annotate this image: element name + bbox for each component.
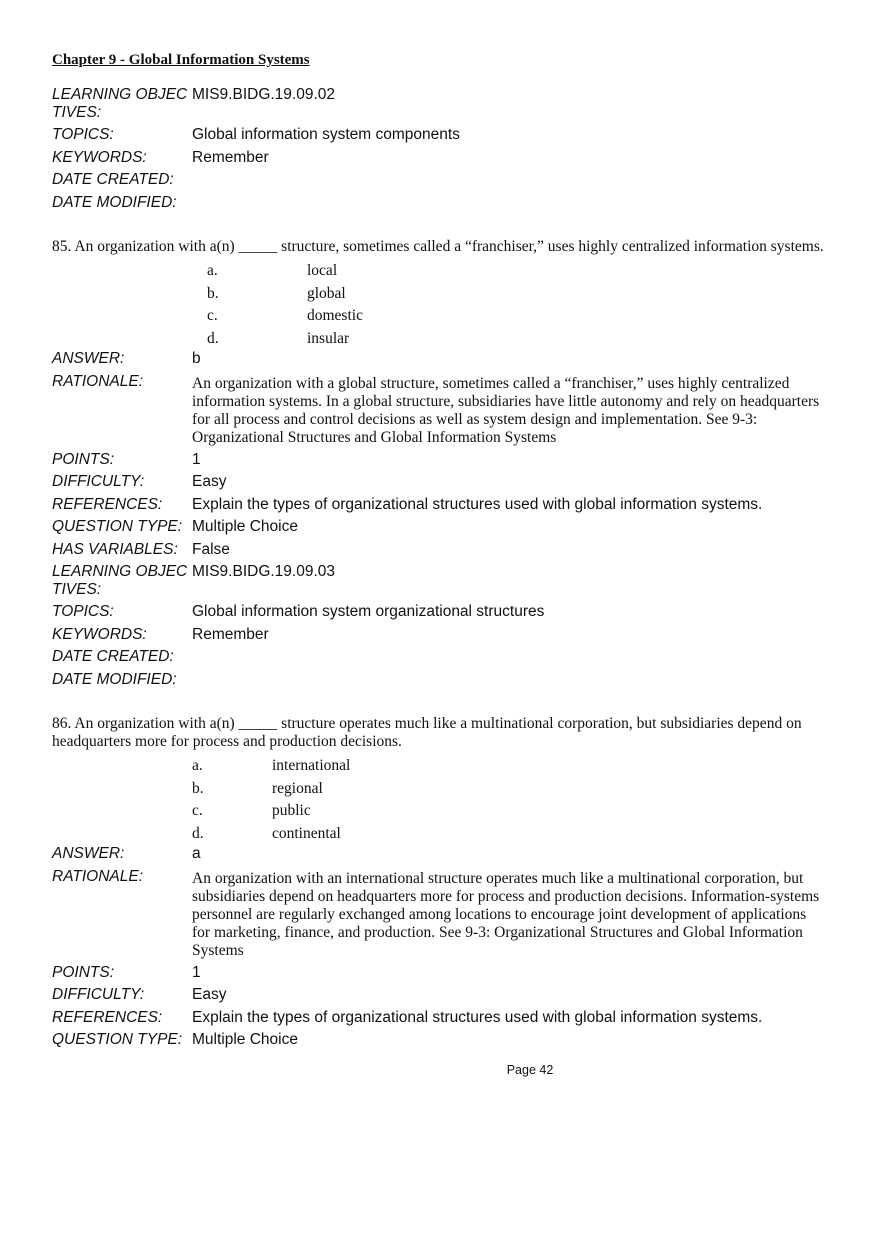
- meta-label: DATE MODIFIED:: [52, 670, 177, 688]
- choice-item: [207, 260, 828, 283]
- meta-value: Global information system components: [192, 126, 460, 143]
- choice-item: [192, 800, 828, 823]
- meta-label: TOPICS:: [52, 603, 114, 620]
- choice-text: public: [272, 802, 311, 819]
- meta-label: DIFFICULTY:: [52, 986, 145, 1003]
- rationale-row: [52, 373, 828, 447]
- meta-value: Remember: [192, 625, 269, 643]
- meta-label: ANSWER:: [52, 845, 125, 862]
- meta-label: DIFFICULTY:: [52, 473, 145, 490]
- question-85-choices: [52, 260, 828, 350]
- meta-value: False: [192, 540, 230, 558]
- choice-text: continental: [272, 824, 341, 842]
- meta-value: Easy: [192, 473, 227, 490]
- choice-item: [192, 823, 828, 846]
- choice-letter: a.: [207, 262, 218, 279]
- date-created-row: [52, 171, 828, 194]
- answer-value: a: [192, 845, 201, 862]
- choice-text: international: [272, 757, 351, 774]
- meta-label: QUESTION TYPE:: [52, 1031, 183, 1048]
- meta-label: RATIONALE:: [52, 372, 144, 390]
- meta-value: [192, 194, 828, 217]
- choice-letter: a.: [192, 757, 203, 774]
- meta-label: DATE CREATED:: [52, 171, 174, 188]
- difficulty-row: [52, 473, 828, 496]
- choice-item: [192, 755, 828, 778]
- topics-row: [52, 603, 828, 626]
- topics-row: [52, 126, 828, 149]
- choice-text: domestic: [307, 307, 363, 324]
- points-row: [52, 964, 828, 987]
- rationale-text: An organization with an international structure operates much like a multinational corporation, but subsidiaries depend on headquarters more for process and production decisions. Information-systems personnel are regularly exchanged among locations to encourage joint development of applications for marketing, finance, and production. See 9-3: Organizational Structures and Global Information Systems: [192, 869, 820, 959]
- references-row: [52, 1009, 828, 1032]
- meta-label: HAS VARIABLES:: [52, 540, 178, 558]
- meta-label: POINTS:: [52, 450, 115, 468]
- question-86-stem: 86. An organization with a(n) _____ structure operates much like a multinational corporation, but subsidiaries depend on headquarters more for process and production decisions.: [52, 715, 802, 750]
- meta-value: 1: [192, 963, 201, 981]
- answer-row: [52, 845, 828, 868]
- meta-label: LEARNING OBJECTIVES:: [52, 86, 188, 121]
- choice-letter: b.: [192, 779, 204, 797]
- choice-text: insular: [307, 329, 350, 347]
- rationale-text: An organization with a global structure, sometimes called a “franchiser,” uses highly centralized information systems. In a global structure, subsidiaries have little autonomy and rely on headquarters for all process and control decisions as well as system design and implementation. See 9-3: Organizational Structures and Global Information Systems: [192, 374, 820, 446]
- meta-value: MIS9.BIDG.19.09.02: [192, 86, 336, 103]
- document-page: [52, 52, 828, 1054]
- answer-value: b: [192, 350, 201, 367]
- meta-label: RATIONALE:: [52, 867, 144, 885]
- meta-label: DATE MODIFIED:: [52, 193, 177, 211]
- date-created-row: [52, 648, 828, 671]
- question-86-choices: [52, 755, 828, 845]
- rationale-row: [52, 868, 828, 960]
- meta-value: 1: [192, 450, 201, 468]
- meta-value: [192, 648, 828, 671]
- meta-label: ANSWER:: [52, 350, 125, 367]
- choice-text: local: [307, 262, 338, 279]
- answer-row: [52, 350, 828, 373]
- chapter-title: Chapter 9 - Global Information Systems: [52, 52, 310, 68]
- meta-label: TOPICS:: [52, 126, 114, 143]
- meta-value: [192, 171, 828, 194]
- question-85-stem: 85. An organization with a(n) _____ structure, sometimes called a “franchiser,” uses highly centralized information systems.: [52, 238, 824, 255]
- meta-label: KEYWORDS:: [52, 625, 147, 643]
- meta-value: Global information system organizational structures: [192, 603, 545, 620]
- date-modified-row: [52, 194, 828, 217]
- date-modified-row: [52, 671, 828, 694]
- meta-label: DATE CREATED:: [52, 648, 174, 665]
- meta-label: REFERENCES:: [52, 1008, 163, 1026]
- meta-value: Easy: [192, 986, 227, 1003]
- meta-label: LEARNING OBJECTIVES:: [52, 563, 188, 598]
- points-row: [52, 451, 828, 474]
- choice-item: [207, 305, 828, 328]
- choice-text: global: [307, 284, 346, 302]
- choice-letter: c.: [207, 307, 218, 324]
- meta-value: [192, 671, 828, 694]
- has-variables-row: [52, 541, 828, 564]
- choice-letter: d.: [207, 329, 219, 347]
- meta-label: QUESTION TYPE:: [52, 518, 183, 535]
- meta-value: Multiple Choice: [192, 1031, 298, 1048]
- learning-objectives-row: [52, 563, 828, 599]
- question-type-row: [52, 518, 828, 541]
- question-type-row: [52, 1031, 828, 1054]
- meta-value: Remember: [192, 148, 269, 166]
- choice-letter: b.: [207, 284, 219, 302]
- choice-letter: d.: [192, 824, 204, 842]
- choice-item: [192, 778, 828, 801]
- choice-letter: c.: [192, 802, 203, 819]
- meta-value: MIS9.BIDG.19.09.03: [192, 563, 336, 580]
- references-row: [52, 496, 828, 519]
- meta-label: POINTS:: [52, 963, 115, 981]
- meta-value: Explain the types of organizational structures used with global information systems.: [192, 1008, 763, 1026]
- keywords-row: [52, 149, 828, 172]
- meta-label: REFERENCES:: [52, 495, 163, 513]
- meta-value: Explain the types of organizational structures used with global information systems.: [192, 495, 763, 513]
- choice-item: [207, 328, 828, 351]
- page-number: Page 42: [506, 1063, 554, 1077]
- learning-objectives-row: [52, 86, 828, 122]
- keywords-row: [52, 626, 828, 649]
- choice-item: [207, 283, 828, 306]
- choice-text: regional: [272, 779, 323, 797]
- meta-label: KEYWORDS:: [52, 148, 147, 166]
- meta-value: Multiple Choice: [192, 518, 298, 535]
- difficulty-row: [52, 986, 828, 1009]
